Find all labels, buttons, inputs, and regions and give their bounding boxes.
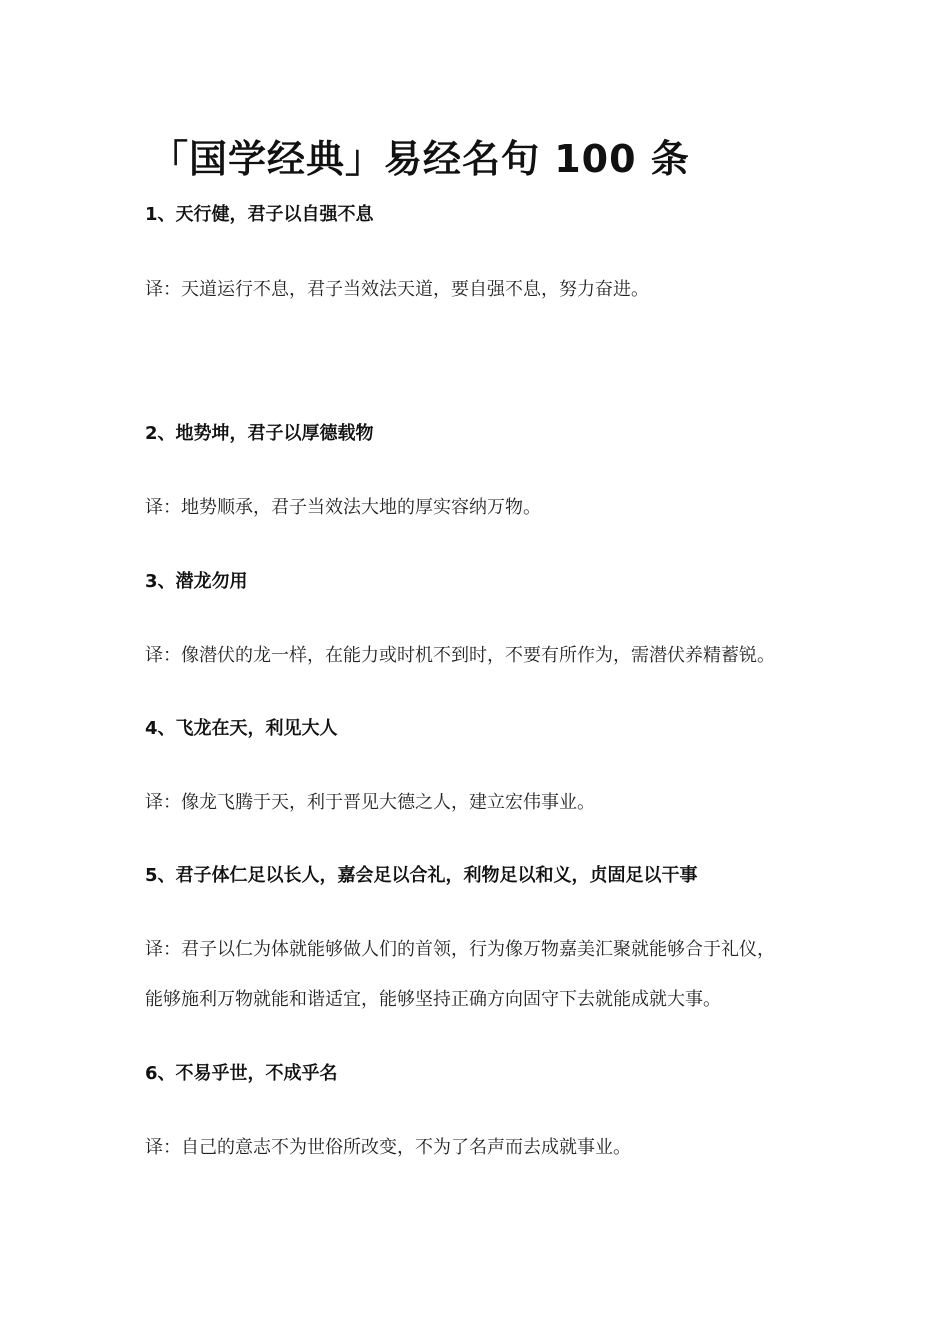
entry-translation: 能够施利万物就能和谐适宜，能够坚持正确方向固守下去就能成就大事。	[145, 989, 721, 1010]
entry-heading: 5、君子体仁足以长人，嘉会足以合礼，利物足以和义，贞固足以干事	[145, 865, 698, 886]
entry-heading: 2、地势坤，君子以厚德载物	[145, 423, 374, 444]
entry-translation: 译：地势顺承，君子当效法大地的厚实容纳万物。	[145, 497, 541, 518]
entry-translation: 译：像龙飞腾于天，利于晋见大德之人，建立宏伟事业。	[145, 792, 595, 813]
entry-translation: 译：君子以仁为体就能够做人们的首领，行为像万物嘉美汇聚就能够合于礼仪，	[145, 939, 775, 960]
page-title: 「国学经典」易经名句 100 条	[150, 137, 690, 181]
entry-heading: 3、潜龙勿用	[145, 571, 248, 592]
entry-heading: 6、不易乎世，不成乎名	[145, 1063, 338, 1084]
entry-heading: 1、天行健，君子以自强不息	[145, 204, 374, 225]
entry-translation: 译：天道运行不息，君子当效法天道，要自强不息，努力奋进。	[145, 279, 649, 300]
entry-translation: 译：像潜伏的龙一样，在能力或时机不到时，不要有所作为，需潜伏养精蓄锐。	[145, 645, 775, 666]
entry-heading: 4、飞龙在天，利见大人	[145, 718, 338, 739]
entry-translation: 译：自己的意志不为世俗所改变，不为了名声而去成就事业。	[145, 1137, 631, 1158]
